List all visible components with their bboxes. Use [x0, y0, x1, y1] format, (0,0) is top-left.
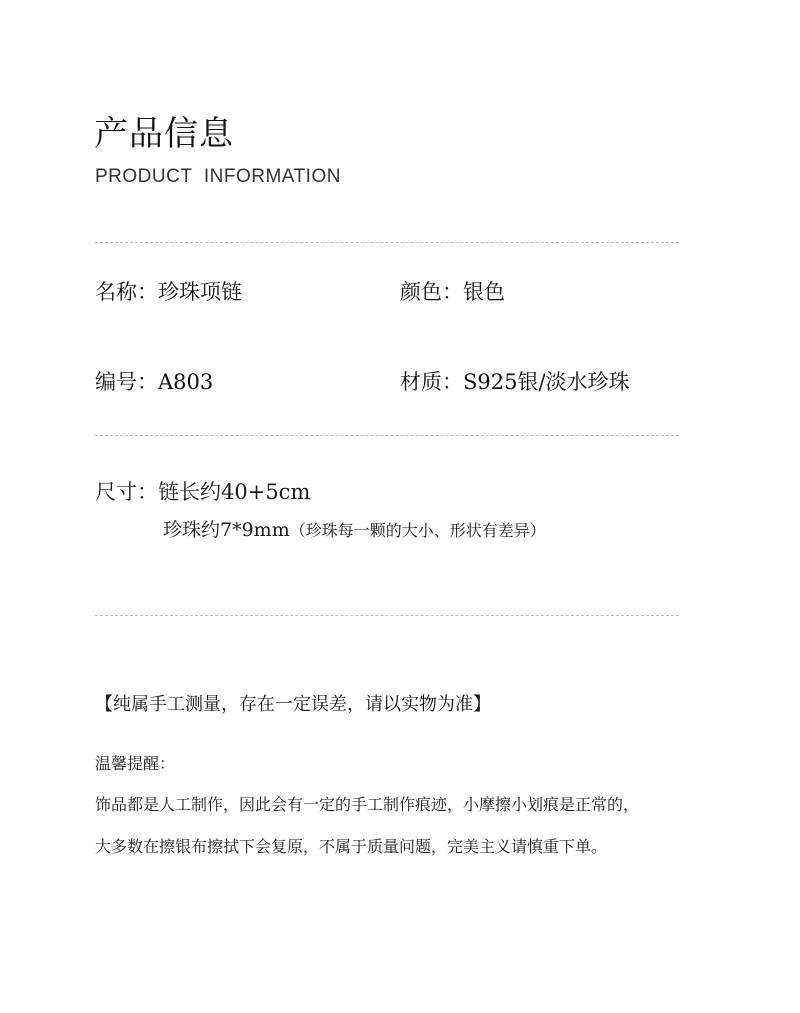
page-title: 产品信息	[94, 114, 234, 154]
product-name: 名称：珍珠项链	[95, 280, 242, 304]
size-pearl-note: （珍珠每一颗的大小、形状有差异）	[289, 521, 546, 540]
tips-line: 大多数在擦银布擦拭下会复原，不属于质量问题，完美主义请慎重下单。	[95, 837, 608, 856]
product-material: 材质：S925银/淡水珍珠	[400, 370, 630, 394]
page-subtitle: PRODUCT INFORMATION	[95, 166, 341, 187]
measurement-notice: 【纯属手工测量，存在一定误差，请以实物为准】	[95, 694, 491, 715]
size-chain-row	[95, 476, 310, 506]
size-pearl: 珍珠约7*9mm	[163, 519, 290, 541]
tips-line: 饰品都是人工制作，因此会有一定的手工制作痕迹，小摩擦小划痕是正常的，	[95, 795, 640, 814]
divider	[95, 615, 679, 616]
size-chain: 链长约40+5cm	[158, 480, 311, 504]
product-code: 编号：A803	[95, 370, 214, 394]
product-color: 颜色：银色	[400, 280, 505, 304]
tips-title: 温馨提醒：	[95, 754, 176, 773]
size-label: 尺寸：	[95, 480, 158, 504]
divider	[95, 435, 679, 436]
size-pearl-row	[163, 515, 546, 542]
divider	[95, 242, 679, 243]
